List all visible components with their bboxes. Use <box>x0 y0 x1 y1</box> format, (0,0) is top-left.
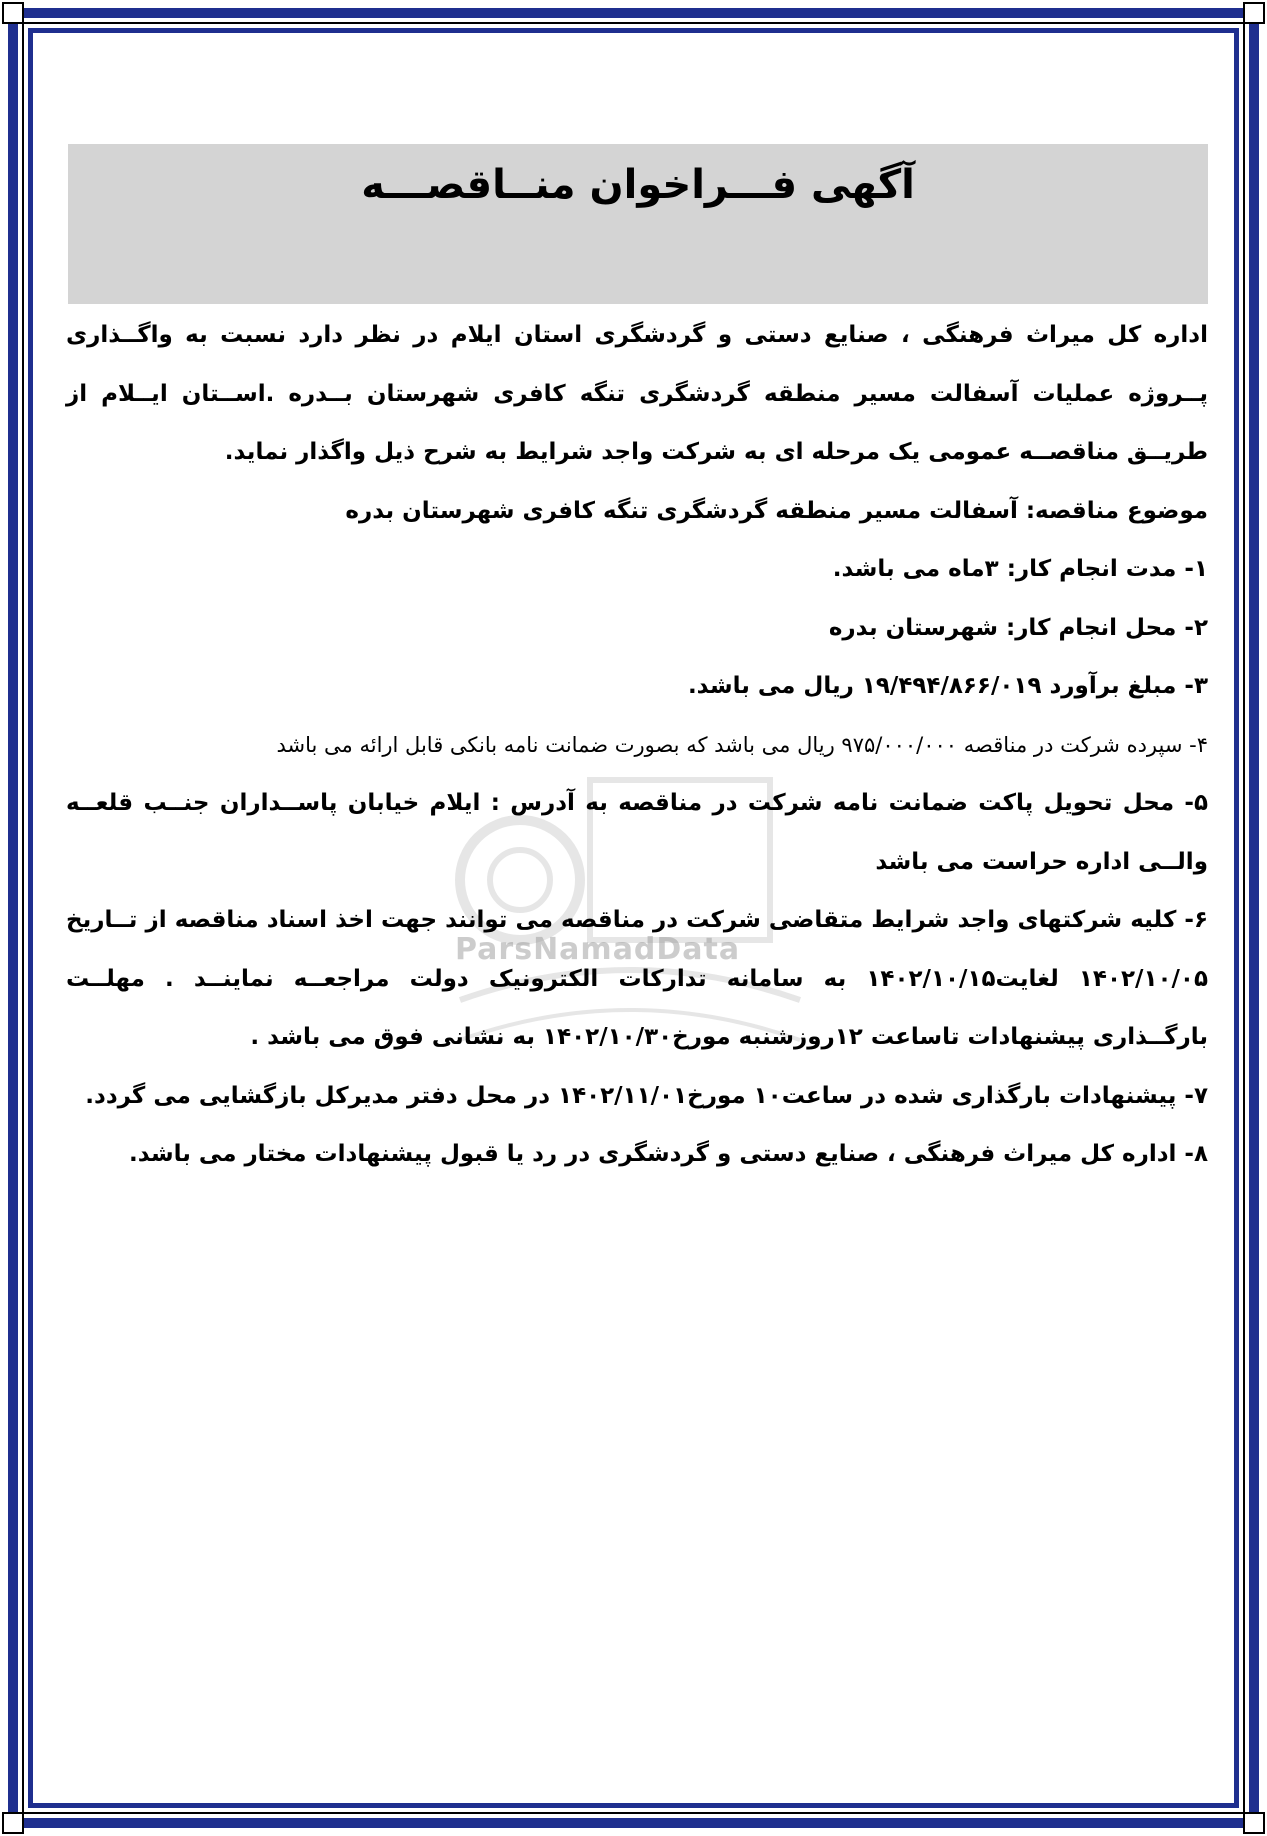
corner-ornament-bottom-right <box>1243 1812 1265 1834</box>
item-5: ۵- محل تحویل پاکت ضمانت نامه شرکت در مناقصه به آدرس : ایلام خیابان پاســداران جنــب قلعــه والــی اداره حراست می باشد <box>66 790 1208 875</box>
page-title: آگهی فـــراخوان منــاقصـــه <box>361 162 915 208</box>
announcement-body <box>66 306 1208 1184</box>
item-6: ۶- کلیه شرکتهای واجد شرایط متقاضی شرکت در مناقصه می توانند جهت اخذ اسناد مناقصه از تــاریخ ۱۴۰۲/۱۰/۰۵ لغایت۱۴۰۲/۱۰/۱۵ به سامانه تدارکات الکترونیک دولت مراجعــه نماینــد . مهلــت بارگــذاری پیشنهادات تاساعت ۱۲روزشنبه مورخ۱۴۰۲/۱۰/۳۰ به نشانی فوق می باشد . <box>66 907 1208 1050</box>
item-2: ۲- محل انجام کار: شهرستان بدره <box>828 614 1208 641</box>
item-7: ۷- پیشنهادات بارگذاری شده در ساعت۱۰ مورخ۱۴۰۲/۱۱/۰۱ در محل دفتر مدیرکل بازگشایی می گردد. <box>85 1082 1208 1109</box>
item-3: ۳- مبلغ برآورد ۱۹/۴۹۴/۸۶۶/۰۱۹ ریال می باشد. <box>687 673 1208 699</box>
corner-ornament-top-right <box>1243 2 1265 24</box>
item-4: ۴- سپرده شرکت در مناقصه ۹۷۵/۰۰۰/۰۰۰ ریال می باشد که بصورت ضمانت نامه بانکی قابل ارائه می باشد <box>276 732 1208 757</box>
corner-ornament-bottom-left <box>2 1812 24 1834</box>
item-1: ۱- مدت انجام کار: ۳ماه می باشد. <box>832 556 1208 582</box>
tender-subject: موضوع مناقصه: آسفالت مسیر منطقه گردشگری تنگه کافری شهرستان بدره <box>345 497 1208 524</box>
item-8: ۸- اداره کل میراث فرهنگی ، صنایع دستی و گردشگری در رد یا قبول پیشنهادات مختار می باشد. <box>129 1141 1208 1167</box>
corner-ornament-top-left <box>2 2 24 24</box>
title-banner <box>68 144 1208 304</box>
watermark-brand: ParsNamadData <box>455 932 741 967</box>
intro-paragraph: اداره کل میراث فرهنگی ، صنایع دستی و گردشگری استان ایلام در نظر دارد نسبت به واگــذاری پــروژه عملیات آسفالت مسیر منطقه گردشگری تنگه کافری شهرستان بــدره .اســتان ایــلام از طریــق مناقصــه عمومی یک مرحله ای به شرکت واجد شرایط به شرح ذیل واگذار نماید. <box>66 322 1208 465</box>
